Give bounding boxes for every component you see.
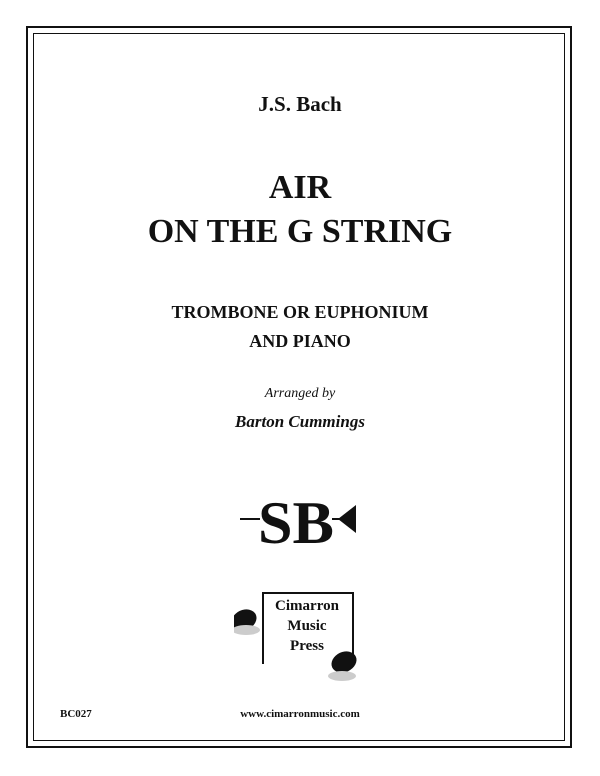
composer-name: J.S. Bach [258,92,342,116]
title-line-1: AIR [268,169,332,206]
instrumentation-line-1: TROMBONE OR EUPHONIUM [171,302,429,322]
sb-series-logo [238,490,362,552]
instrumentation-line-2: AND PIANO [249,331,351,351]
publisher-line-2: Music [287,618,327,634]
sb-logo-text: SB [258,490,334,552]
cimarron-music-press-logo [234,590,366,690]
catalog-number: BC027 [60,708,92,720]
publisher-line-1: Cimarron [275,598,339,614]
piece-title [0,166,600,254]
instrumentation [0,298,600,356]
website-url: www.cimarronmusic.com [240,708,360,720]
arranged-by-label: Arranged by [264,386,336,401]
arranger-name: Barton Cummings [235,412,365,431]
publisher-line-3: Press [290,638,324,654]
title-line-2: ON THE G STRING [147,213,453,250]
